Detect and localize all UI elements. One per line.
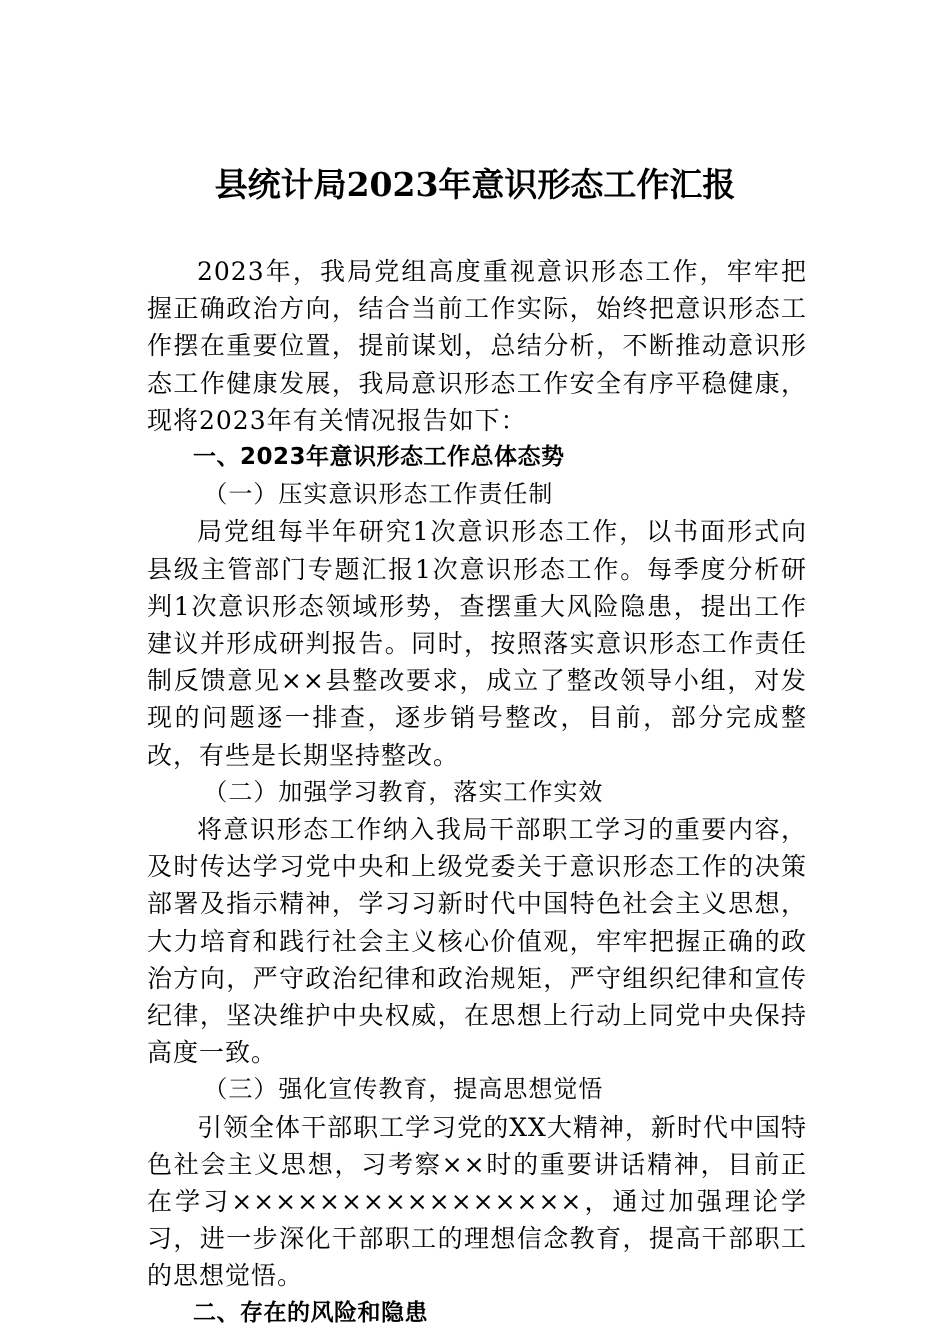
subsection-3-heading: （三）强化宣传教育，提高思想觉悟 <box>203 1075 604 1104</box>
document-body <box>147 253 807 1332</box>
subsection-1-paragraph: 局党组每半年研究1次意识形态工作，以书面形式向县级主管部门专题汇报1次意识形态工作。每季度分析研判1次意识形态领域形势，查摆重大风险隐患，提出工作建议并形成研判报告。同时，按照落实意识形态工作责任制反馈意见××县整改要求，成立了整改领导小组，对发现的问题逐一排查，逐步销号整改，目前，部分完成整改，有些是长期坚持整改。 <box>147 517 807 770</box>
section-2-heading: 二、存在的风险和隐患 <box>193 1299 428 1326</box>
subsection-2-paragraph: 将意识形态工作纳入我局干部职工学习的重要内容，及时传达学习党中央和上级党委关于意识形态工作的决策部署及指示精神，学习习新时代中国特色社会主义思想，大力培育和践行社会主义核心价值观，牢牢把握正确的政治方向，严守政治纪律和政治规矩，严守组织纪律和宣传纪律，坚决维护中央权威，在思想上行动上同党中央保持高度一致。 <box>147 815 807 1068</box>
section-1-heading: 一、2023年意识形态工作总体态势 <box>193 444 565 471</box>
subsection-2-heading: （二）加强学习教育，落实工作实效 <box>203 777 604 806</box>
intro-paragraph: 2023年，我局党组高度重视意识形态工作，牢牢把握正确政治方向，结合当前工作实际，始终把意识形态工作摆在重要位置，提前谋划，总结分析，不断推动意识形态工作健康发展，我局意识形态工作安全有序平稳健康，现将2023年有关情况报告如下： <box>147 257 807 435</box>
subsection-1-heading: （一）压实意识形态工作责任制 <box>203 480 554 509</box>
document-title: 县统计局2023年意识形态工作汇报 <box>214 165 736 204</box>
subsection-3-paragraph: 引领全体干部职工学习党的XX大精神，新时代中国特色社会主义思想，习考察××时的重要讲话精神，目前正在学习××××××××××××××××，通过加强理论学习，进一步深化干部职工的理想信念教育，提高干部职工的思想觉悟。 <box>147 1112 807 1291</box>
